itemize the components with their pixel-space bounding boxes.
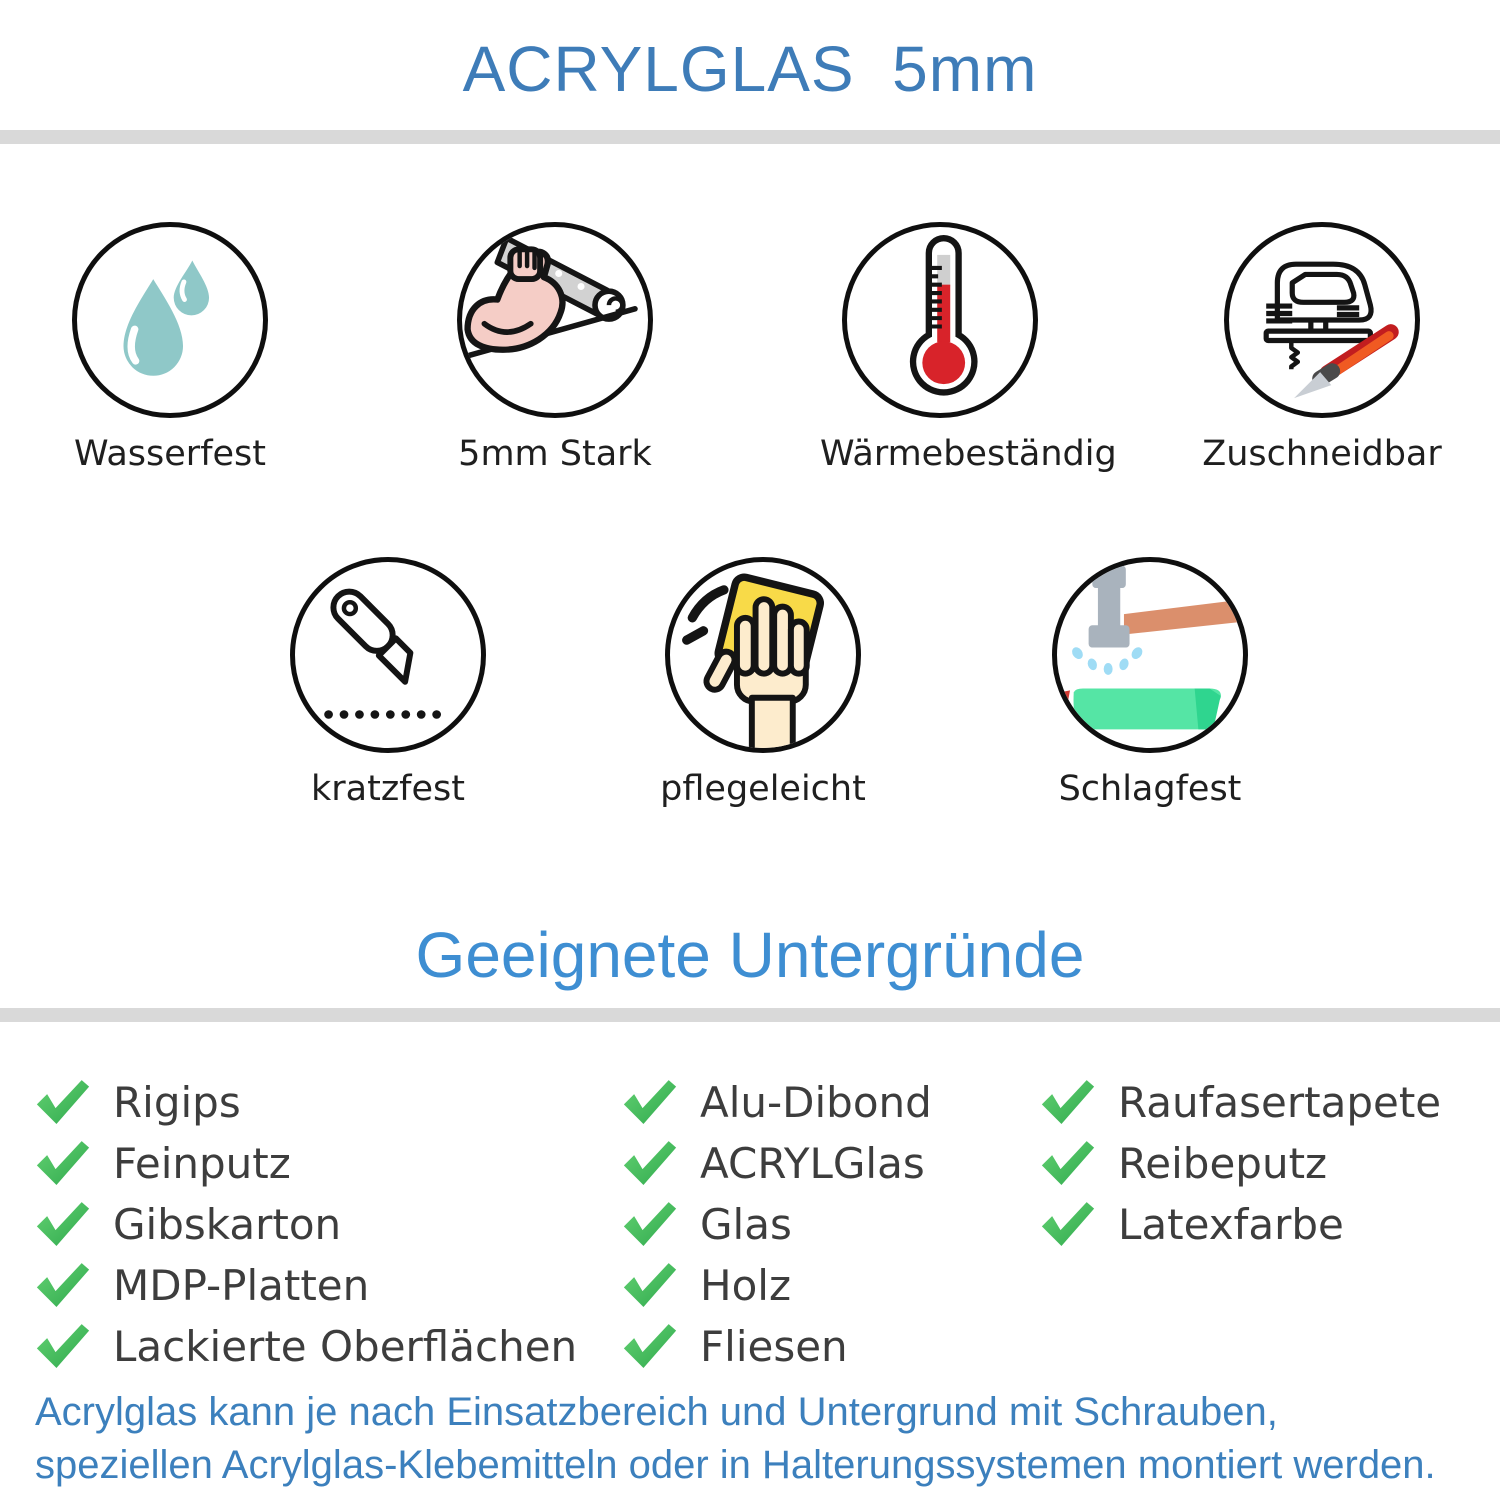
feature-wasserfest <box>50 222 290 474</box>
check-icon <box>622 1263 678 1308</box>
list-item <box>622 1255 932 1316</box>
substrate-label: Rigips <box>113 1078 241 1127</box>
feature-label: pflegeleicht <box>660 769 866 809</box>
substrate-label: Latexfarbe <box>1118 1200 1344 1249</box>
feature-label: kratzfest <box>310 769 465 809</box>
substrate-label: MDP-Platten <box>113 1261 370 1310</box>
feature-icon-circle <box>842 222 1038 418</box>
list-item <box>35 1255 577 1316</box>
check-icon <box>35 1263 91 1308</box>
check-icon <box>1040 1141 1096 1186</box>
substrate-label: Alu-Dibond <box>700 1078 932 1127</box>
feature-label: Wärmebeständig <box>820 434 1117 474</box>
substrate-label: Lackierte Oberflächen <box>113 1322 578 1371</box>
check-icon <box>622 1080 678 1125</box>
feature-icon-circle <box>1224 222 1420 418</box>
feature-label: Wasserfest <box>73 434 267 474</box>
substrate-label: Glas <box>700 1200 792 1249</box>
substrate-label: ACRYLGlas <box>700 1139 925 1188</box>
substrate-label: Reibeputz <box>1118 1139 1328 1188</box>
cutter-knife-icon <box>295 562 481 748</box>
check-icon <box>35 1080 91 1125</box>
mounting-note-line2: speziellen Acrylglas-Klebemitteln oder in Halterungssystemen montiert werden. <box>35 1443 1436 1487</box>
strong-arm-icon <box>462 227 648 413</box>
mounting-note <box>35 1386 1436 1492</box>
feature-5mm-stark <box>435 222 675 474</box>
page-title: ACRYLGLAS 5mm <box>462 33 1038 105</box>
hammer-icon <box>1057 562 1243 748</box>
check-icon <box>622 1324 678 1369</box>
check-icon <box>1040 1202 1096 1247</box>
check-icon <box>622 1202 678 1247</box>
list-item <box>622 1316 932 1377</box>
feature-icon-circle <box>290 557 486 753</box>
check-icon <box>622 1141 678 1186</box>
check-icon <box>35 1141 91 1186</box>
check-icon <box>35 1202 91 1247</box>
substrate-label: Holz <box>700 1261 791 1310</box>
list-item <box>622 1133 932 1194</box>
list-item <box>35 1316 577 1377</box>
substrate-label: Raufasertapete <box>1118 1078 1442 1127</box>
divider-bar <box>0 1008 1500 1022</box>
check-icon <box>1040 1080 1096 1125</box>
feature-waermebestaendig <box>820 222 1117 474</box>
substrate-column-2 <box>622 1072 932 1377</box>
substrate-column-1 <box>35 1072 577 1377</box>
divider-bar <box>0 130 1500 144</box>
thermometer-icon <box>847 227 1033 413</box>
substrate-label: Gibskarton <box>113 1200 342 1249</box>
list-item <box>622 1194 932 1255</box>
jigsaw-and-knife-icon <box>1229 227 1415 413</box>
feature-zuschneidbar <box>1202 222 1442 474</box>
feature-pflegeleicht <box>643 557 883 809</box>
feature-label: Zuschneidbar <box>1202 434 1442 474</box>
list-item <box>622 1072 932 1133</box>
list-item <box>35 1133 577 1194</box>
list-item <box>35 1072 577 1133</box>
section-title: Geeignete Untergründe <box>415 919 1085 991</box>
list-item <box>35 1194 577 1255</box>
list-item <box>1040 1072 1441 1133</box>
feature-icon-circle <box>72 222 268 418</box>
feature-icon-circle <box>1052 557 1248 753</box>
water-drops-icon <box>77 227 263 413</box>
feature-schlagfest <box>1030 557 1270 809</box>
substrate-label: Feinputz <box>113 1139 291 1188</box>
substrate-label: Fliesen <box>700 1322 848 1371</box>
list-item <box>1040 1194 1441 1255</box>
list-item <box>1040 1133 1441 1194</box>
wiping-hand-icon <box>670 562 856 748</box>
check-icon <box>35 1324 91 1369</box>
feature-icon-circle <box>665 557 861 753</box>
feature-kratzfest <box>268 557 508 809</box>
feature-label: 5mm Stark <box>458 434 652 474</box>
feature-icon-circle <box>457 222 653 418</box>
substrate-column-3 <box>1040 1072 1441 1255</box>
mounting-note-line1: Acrylglas kann je nach Einsatzbereich und Untergrund mit Schrauben, <box>35 1390 1278 1434</box>
feature-label: Schlagfest <box>1058 769 1242 809</box>
